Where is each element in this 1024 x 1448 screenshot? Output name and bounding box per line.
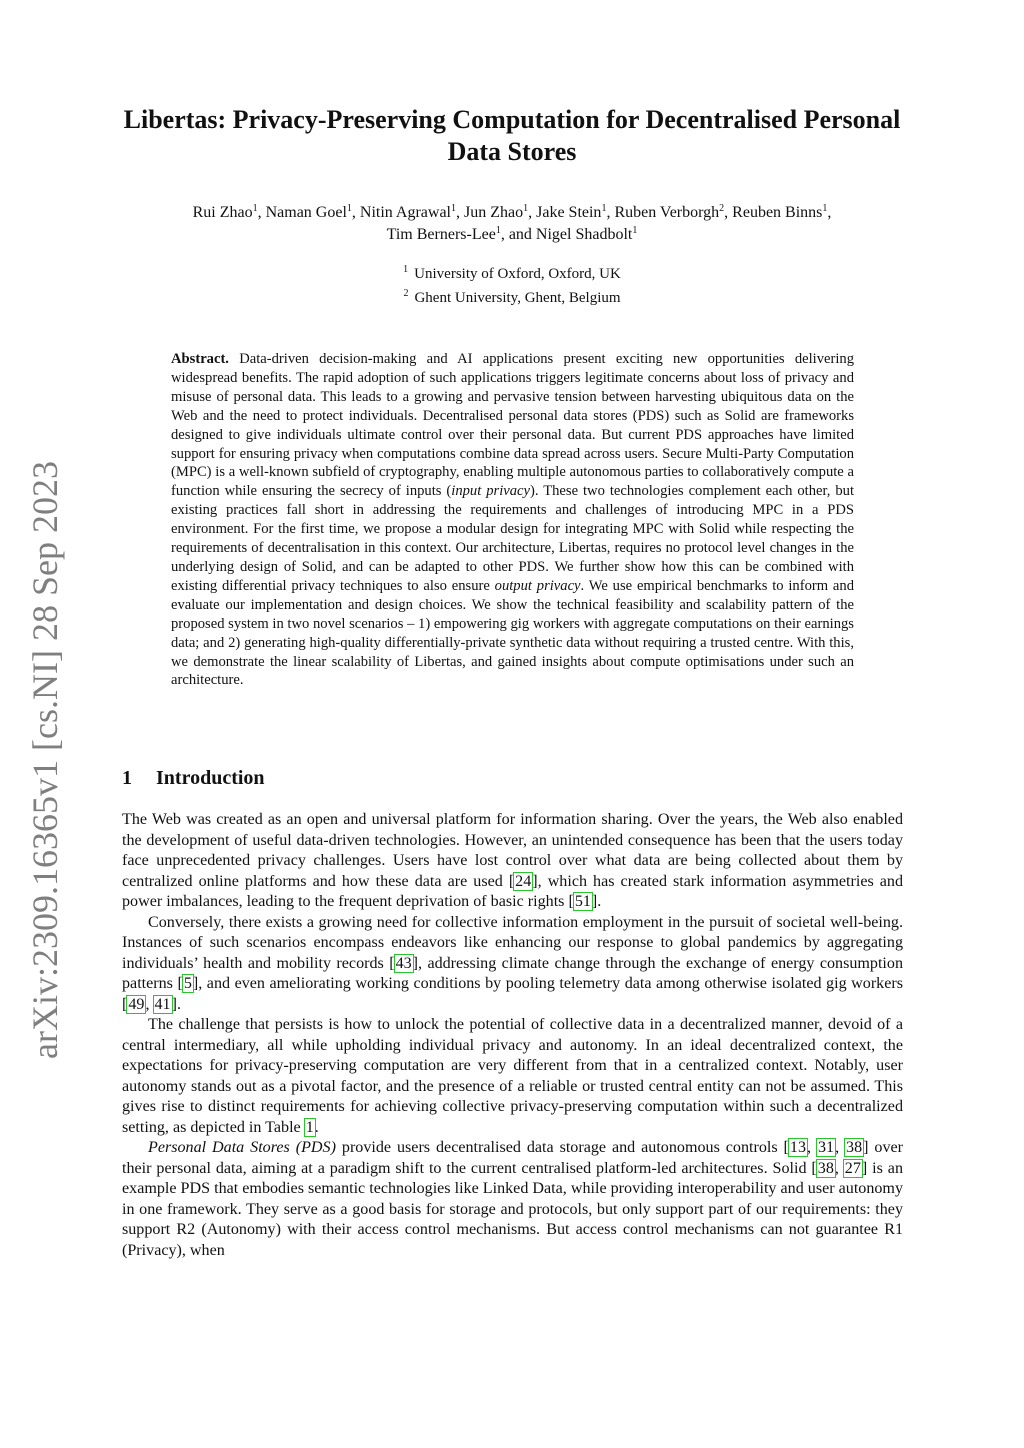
- affiliation-number: 2: [403, 288, 409, 299]
- paragraph: Conversely, there exists a growing need for collective information employment in the pursuit of societal well-being. Instances of such scenarios encompass endeavors like enhancing our response to global pandemics by aggregating individuals’ health and mobility records [43], addressing climate change through the exchange of energy consumption patterns [5], and even ameliorating working conditions by pooling telemetry data among otherwise isolated gig workers [49, 41].: [122, 913, 903, 1013]
- author-affiliation-mark: 1: [451, 203, 456, 214]
- author-affiliation-mark: 1: [495, 225, 501, 236]
- author-list: Rui Zhao$^1$, Naman Goel$^1$, Nitin Agrawal$^1$, Jun Zhao$^1$, Jake Stein$^1$, Ruben Verborgh$^2$, Reuben Binns$^1$, Tim Berners-Lee$^1$, and Nigel Shadbolt$^1$: [192, 203, 832, 243]
- author-name: Rui Zhao: [192, 204, 253, 221]
- citation-link[interactable]: 5: [183, 975, 192, 992]
- abstract: Abstract. Data-driven decision-making and AI applications present exciting new opportunities delivering widespread benefits. The rapid adoption of such applications triggers legitimate concerns about loss of privacy and misuse of personal data. This leads to a growing and pervasive tension between harvesting ubiquitous data on the Web and the need to protect individuals. Decentralised personal data stores (PDS) such as Solid are frameworks designed to give individuals ultimate control over their personal data. But current PDS approaches have limited support for ensuring privacy when computations combine data spread across users. Secure Multi-Party Computation (MPC) is a well-known subfield of cryptography, enabling multiple autonomous parties to collaboratively compute a function while ensuring the secrecy of inputs (input privacy). These two technologies complement each other, but existing practices fall short in addressing the requirements and challenges of introducing MPC in a PDS environment. For the first time, we propose a modular design for integrating MPC with Solid while respecting the requirements of decentralisation in this context. Our architecture, Libertas, requires no protocol level changes in the underlying design of Solid, and can be adapted to other PDS. We further show how this can be combined with existing differential privacy techniques to also ensure output privacy. We use empirical benchmarks to inform and evaluate our implementation and design choices. We show the technical feasibility and scalability pattern of the proposed system in two novel scenarios – 1) empowering gig workers with aggregate computations on their earnings data; and 2) generating high-quality differentially-private synthetic data without requiring a trusted centre. With this, we demonstrate the linear scalability of Libertas, and gained insights about compute optimisations under such an architecture.: [171, 351, 855, 689]
- section-heading: [122, 765, 265, 791]
- affiliation-item: [122, 260, 902, 284]
- citation-link[interactable]: 49: [128, 995, 145, 1013]
- author-affiliation-mark: 1: [822, 203, 828, 214]
- emphasis: Personal Data Stores (PDS): [148, 1139, 336, 1156]
- emphasis: input privacy: [451, 483, 530, 500]
- paragraph: Personal Data Stores (PDS) provide users decentralised data storage and autonomous controls [13, 31, 38] over their personal data, aiming at a paradigm shift to the current centralised platform-led architectures. Solid [38, 27] is an example PDS that embodies semantic technologies like Linked Data, while providing interoperability and user autonomy in one framework. They serve as a good basis for storage and protocols, but only support part of our requirements: they support R2 (Autonomy) with their access control mechanisms. But access control mechanisms can not guarantee R1 (Privacy), when: [122, 1139, 904, 1259]
- introduction-body: [122, 810, 903, 1261]
- author-name: Ruben Verborgh: [614, 204, 720, 221]
- author-affiliation-mark: 1: [346, 203, 352, 214]
- citation-link[interactable]: 43: [395, 954, 412, 972]
- citation-link[interactable]: 31: [817, 1139, 835, 1156]
- author-name: Nitin Agrawal: [359, 204, 451, 221]
- citation-link[interactable]: 38: [817, 1159, 834, 1177]
- affiliation-number: 1: [403, 264, 409, 275]
- author-name: Jun Zhao: [464, 204, 524, 221]
- author-affiliation-mark: 1: [632, 225, 638, 236]
- author-affiliation-mark: 1: [601, 203, 607, 214]
- affiliation-list: [122, 260, 902, 308]
- paragraph: The challenge that persists is how to unlock the potential of collective data in a decentralized manner, devoid of a central intermediary, all while upholding individual privacy and autonomy. In an ideal decentralized context, the expectations for privacy-preserving computation are very different from that in a centralized context. Notably, user autonomy stands out as a pivotal factor, and the presence of a reliable or trusted central entity can not be assumed. This gives rise to distinct requirements for achieving collective privacy-preserving computation within such a decentralized setting, as depicted in Table 1.: [122, 1016, 903, 1136]
- affiliation-text: Ghent University, Ghent, Belgium: [414, 290, 621, 306]
- affiliation-item: [122, 284, 902, 308]
- citation-link[interactable]: 27: [844, 1159, 861, 1177]
- author-name: Reuben Binns: [732, 204, 823, 221]
- arxiv-identifier-stamp: arXiv:2309.16365v1 [cs.NI] 28 Sep 2023: [25, 461, 65, 1059]
- abstract-label: Abstract.: [171, 351, 229, 367]
- citation-link[interactable]: 38: [846, 1139, 863, 1156]
- citation-link[interactable]: 13: [789, 1139, 806, 1156]
- section-number: 1: [122, 767, 132, 789]
- citation-link[interactable]: 51: [574, 893, 591, 910]
- citation-link[interactable]: 24: [515, 872, 532, 890]
- citation-link[interactable]: 41: [154, 995, 171, 1013]
- affiliation-text: University of Oxford, Oxford, UK: [414, 266, 621, 282]
- section-title: Introduction: [156, 767, 265, 789]
- author-name: Jake Stein: [536, 204, 602, 221]
- author-affiliation-mark: 1: [523, 203, 529, 214]
- author-affiliation-mark: 1: [252, 203, 258, 214]
- paper-title: Libertas: Privacy-Preserving Computation for Decentralised Personal Data Stores: [123, 105, 901, 166]
- author-name: Naman Goel: [265, 204, 347, 221]
- table-reference-link[interactable]: 1: [305, 1118, 314, 1136]
- paragraph: The Web was created as an open and universal platform for information sharing. Over the years, the Web also enabled the development of useful data-driven technologies. However, an unintended consequence has been that the users today face unprecedented privacy challenges. Users have lost control over what data are being collected about them by centralized online platforms and how these data are used [24], which has created stark information asymmetries and power imbalances, leading to the frequent deprivation of basic rights [51].: [122, 811, 903, 910]
- emphasis: output privacy: [494, 577, 581, 594]
- author-affiliation-mark: 2: [719, 203, 725, 214]
- author-name: Tim Berners-Lee: [386, 226, 496, 243]
- author-name: Nigel Shadbolt: [535, 226, 633, 243]
